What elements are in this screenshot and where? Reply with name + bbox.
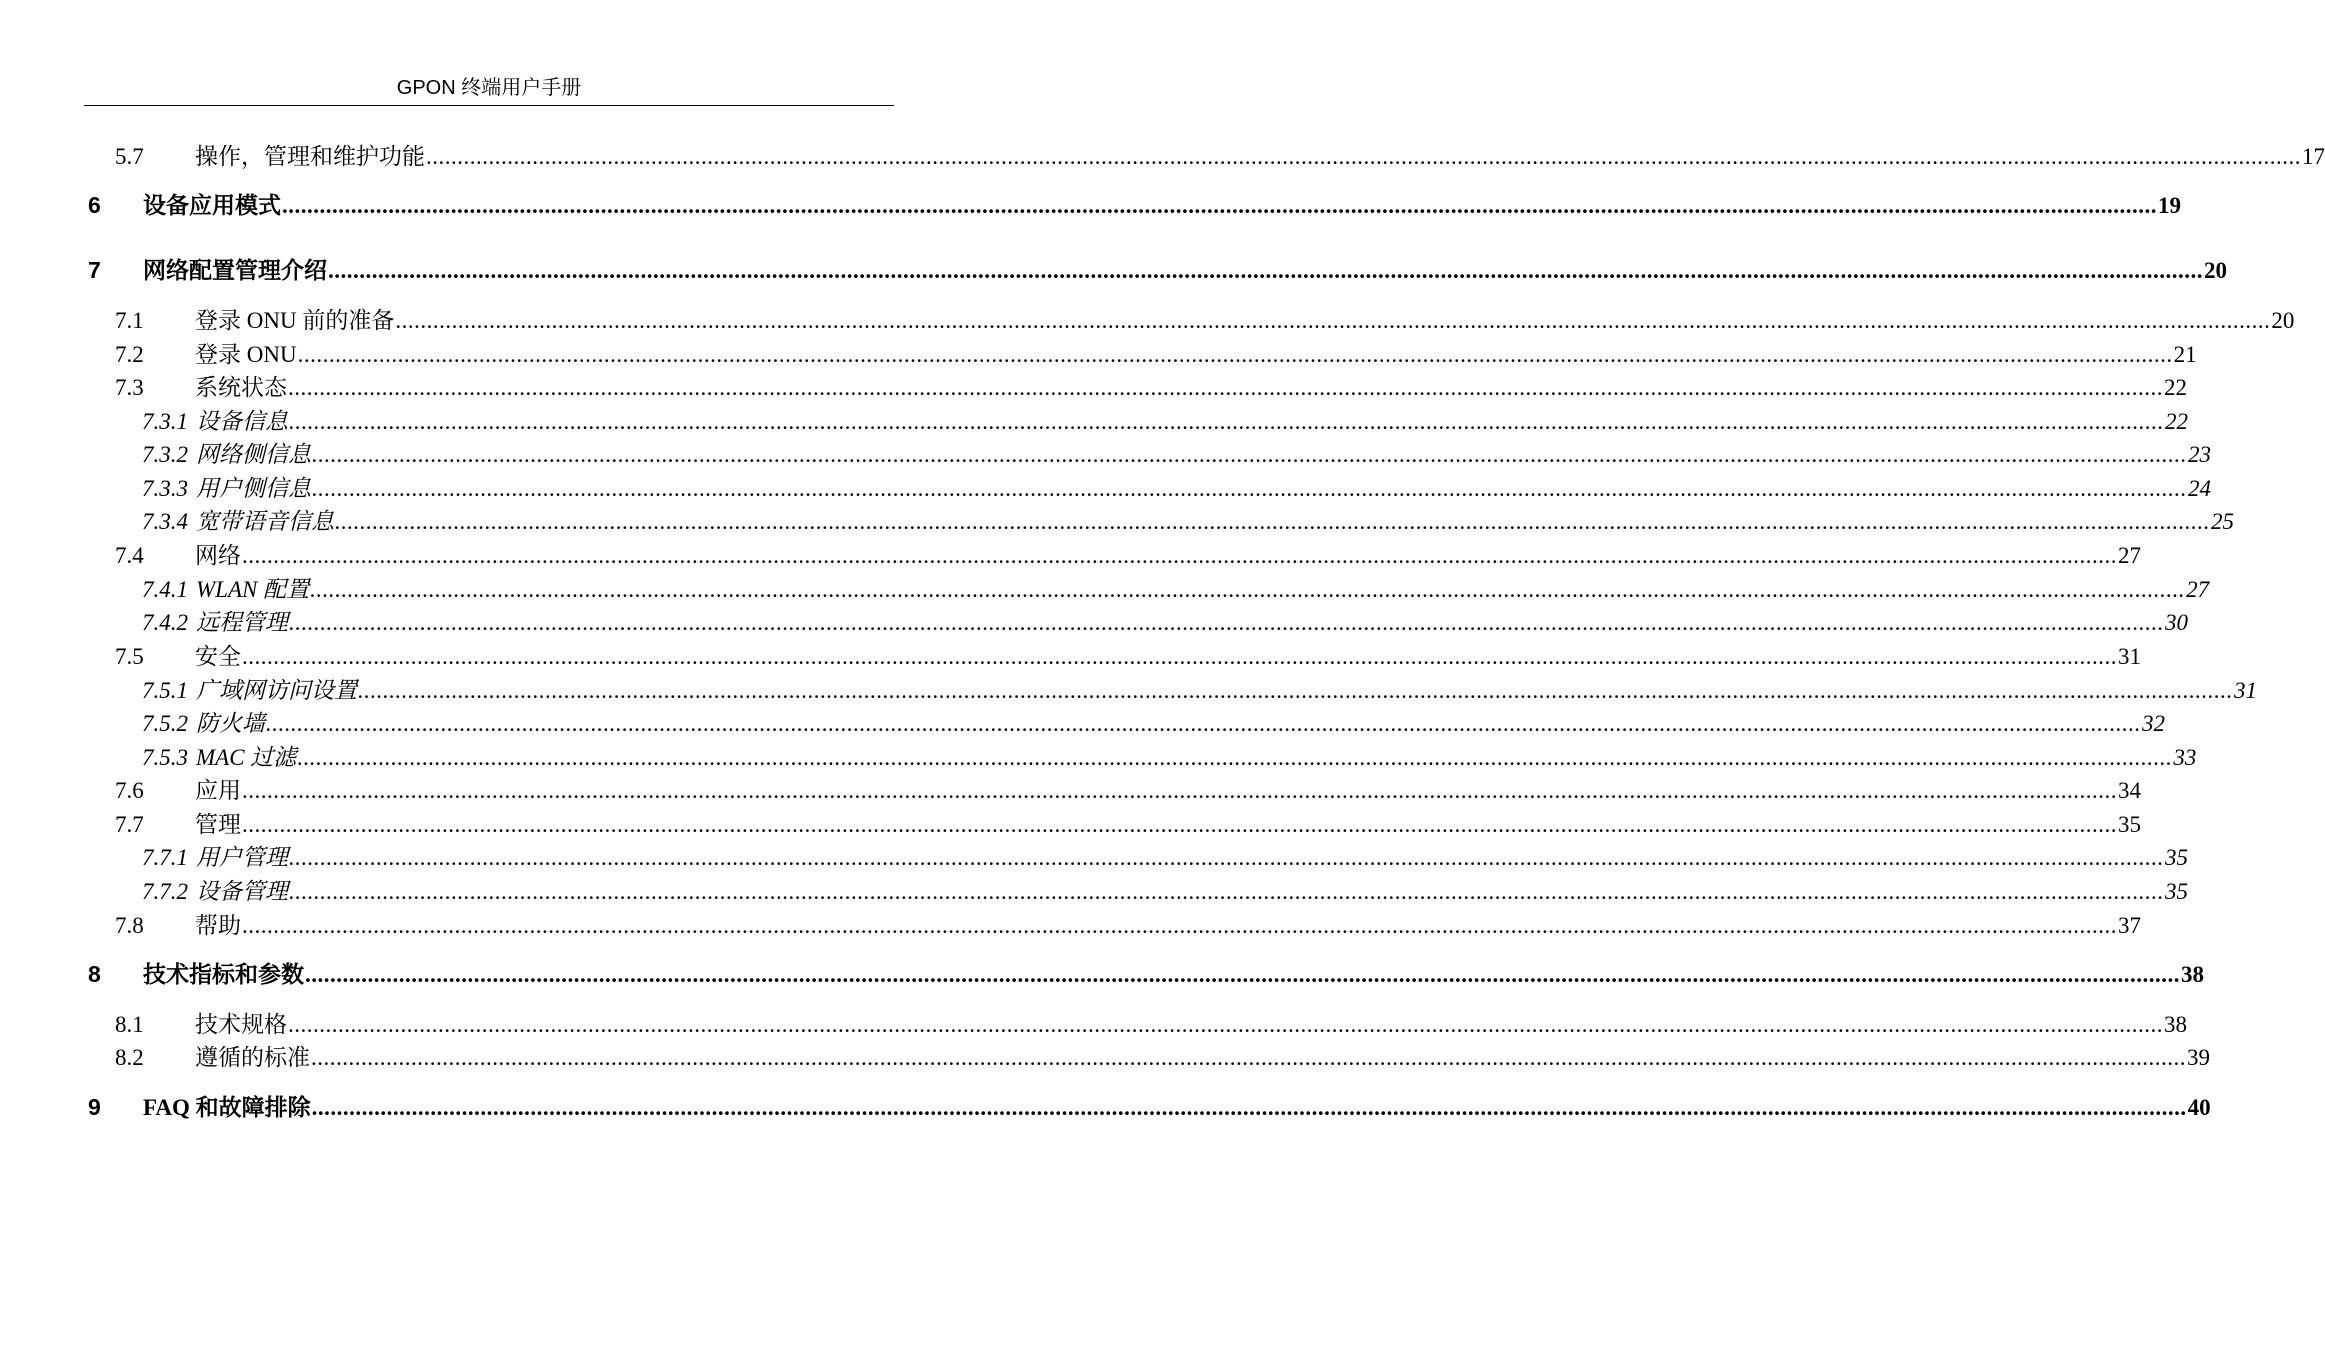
dot-leader: ............................................................................................................................................................................................................................................................................................................ xyxy=(242,644,2117,669)
toc-entry-title: 应用 xyxy=(195,778,241,803)
toc-entry-page: 22 xyxy=(2164,375,2187,400)
dot-leader: ............................................................................................................................................................................................................................................................................................................ xyxy=(242,913,2117,938)
dot-leader: ............................................................................................................................................................................................................................................................................................................ xyxy=(426,144,2301,169)
toc-entry-title: 网络侧信息 xyxy=(196,442,311,467)
toc-entry[interactable] xyxy=(115,138,2325,171)
toc-entry-title: 登录 ONU xyxy=(195,342,297,367)
toc-entry-page: 21 xyxy=(2173,342,2197,367)
toc-entry-number: 7.5 xyxy=(115,644,144,669)
dot-leader: ............................................................................................................................................................................................................................................................................................................ xyxy=(242,778,2117,803)
toc-entry[interactable] xyxy=(88,187,2181,220)
toc-entry-number: 7.7 xyxy=(115,812,144,837)
dot-leader: ............................................................................................................................................................................................................................................................................................................ xyxy=(311,1095,2187,1120)
dot-leader: ............................................................................................................................................................................................................................................................................................................ xyxy=(289,610,2164,635)
toc-entry-number: 7.5.2 xyxy=(142,711,188,736)
toc-entry-page: 17 xyxy=(2302,144,2325,169)
toc-entry[interactable] xyxy=(142,604,2188,637)
toc-entry[interactable] xyxy=(142,672,2257,705)
toc-entry-title: FAQ 和故障排除 xyxy=(143,1095,311,1120)
toc-entry[interactable] xyxy=(142,571,2210,604)
toc-entry-title: 设备信息 xyxy=(196,409,288,434)
dot-leader: ............................................................................................................................................................................................................................................................................................................ xyxy=(328,258,2203,283)
toc-entry[interactable] xyxy=(115,638,2141,671)
toc-entry[interactable] xyxy=(115,537,2141,570)
toc-entry[interactable] xyxy=(142,873,2188,906)
toc-entry-title: 系统状态 xyxy=(195,375,287,400)
toc-entry-page: 27 xyxy=(2186,577,2210,602)
toc-entry-title: 技术指标和参数 xyxy=(143,962,304,987)
toc-entry-title: 广域网访问设置 xyxy=(196,678,357,703)
dot-leader: ............................................................................................................................................................................................................................................................................................................ xyxy=(297,745,2173,770)
toc-entry-number: 7.7.1 xyxy=(142,845,188,870)
toc-entry-page: 35 xyxy=(2118,812,2141,837)
dot-leader: ............................................................................................................................................................................................................................................................................................................ xyxy=(288,1012,2163,1037)
dot-leader: ............................................................................................................................................................................................................................................................................................................ xyxy=(242,543,2117,568)
toc-entry-number: 5.7 xyxy=(115,144,144,169)
toc-entry-number: 8.1 xyxy=(115,1012,144,1037)
toc-entry-number: 8.2 xyxy=(115,1045,144,1070)
toc-entry-title: 登录 ONU 前的准备 xyxy=(195,308,395,333)
toc-entry[interactable] xyxy=(115,806,2141,839)
toc-entry[interactable] xyxy=(142,470,2211,503)
dot-leader: ............................................................................................................................................................................................................................................................................................................ xyxy=(282,193,2157,218)
toc-entry-title: 网络配置管理介绍 xyxy=(143,258,327,283)
toc-entry[interactable] xyxy=(142,403,2188,436)
toc-entry[interactable] xyxy=(142,739,2197,772)
toc-entry[interactable] xyxy=(142,705,2165,738)
toc-entry-page: 34 xyxy=(2118,778,2141,803)
toc-entry[interactable] xyxy=(115,772,2141,805)
toc-entry-number: 7.7.2 xyxy=(142,879,188,904)
toc-entry-page: 30 xyxy=(2165,610,2188,635)
dot-leader: ............................................................................................................................................................................................................................................................................................................ xyxy=(297,342,2173,367)
page-header: GPON 终端用户手册 xyxy=(84,74,894,106)
toc-entry-page: 32 xyxy=(2142,711,2165,736)
toc-entry[interactable] xyxy=(115,336,2197,369)
toc-entry-title: 管理 xyxy=(195,812,241,837)
toc-entry[interactable] xyxy=(115,907,2141,940)
toc-entry-title: 安全 xyxy=(195,644,241,669)
toc-entry-number: 8 xyxy=(88,961,101,987)
dot-leader: ............................................................................................................................................................................................................................................................................................................ xyxy=(266,711,2141,736)
dot-leader: ............................................................................................................................................................................................................................................................................................................ xyxy=(288,375,2163,400)
dot-leader: ............................................................................................................................................................................................................................................................................................................ xyxy=(358,678,2233,703)
toc-entry-number: 7.5.3 xyxy=(142,745,188,770)
dot-leader: ............................................................................................................................................................................................................................................................................................................ xyxy=(310,577,2186,602)
toc-entry[interactable] xyxy=(88,1089,2211,1122)
toc-entry-title: 遵循的标准 xyxy=(195,1045,310,1070)
toc-entry[interactable] xyxy=(88,956,2204,989)
toc-entry-page: 35 xyxy=(2165,845,2188,870)
dot-leader: ............................................................................................................................................................................................................................................................................................................ xyxy=(395,308,2271,333)
toc-entry-number: 7.3.1 xyxy=(142,409,188,434)
toc-entry-number: 7.2 xyxy=(115,342,144,367)
toc-entry-page: 22 xyxy=(2165,409,2188,434)
toc-entry-page: 20 xyxy=(2271,308,2295,333)
toc-entry-page: 38 xyxy=(2164,1012,2187,1037)
toc-entry[interactable] xyxy=(88,252,2227,285)
toc-entry-number: 9 xyxy=(88,1094,101,1120)
toc-entry-page: 40 xyxy=(2187,1095,2211,1120)
toc-entry-title: 网络 xyxy=(195,543,241,568)
toc-entry[interactable] xyxy=(115,369,2187,402)
dot-leader: ............................................................................................................................................................................................................................................................................................................ xyxy=(305,962,2180,987)
toc-entry-page: 33 xyxy=(2173,745,2197,770)
toc-entry-number: 7.3 xyxy=(115,375,144,400)
toc-entry-number: 7.8 xyxy=(115,913,144,938)
toc-entry-page: 38 xyxy=(2181,962,2204,987)
dot-leader: ............................................................................................................................................................................................................................................................................................................ xyxy=(289,409,2164,434)
toc-entry[interactable] xyxy=(142,436,2211,469)
toc-entry-title: 防火墙 xyxy=(196,711,265,736)
toc-entry-page: 35 xyxy=(2165,879,2188,904)
toc-entry-page: 25 xyxy=(2211,509,2234,534)
toc-entry[interactable] xyxy=(142,839,2188,872)
toc-entry-page: 19 xyxy=(2158,193,2181,218)
toc-entry-page: 27 xyxy=(2118,543,2141,568)
toc-entry-page: 37 xyxy=(2118,913,2141,938)
toc-entry-number: 7.3.3 xyxy=(142,476,188,501)
toc-entry-number: 7.3.2 xyxy=(142,442,188,467)
toc-entry-number: 7 xyxy=(88,257,101,283)
toc-entry-title: 远程管理 xyxy=(196,610,288,635)
toc-entry[interactable] xyxy=(115,1039,2210,1072)
toc-entry-title: 帮助 xyxy=(195,913,241,938)
toc-entry-page: 23 xyxy=(2188,442,2211,467)
toc-entry-title: 用户侧信息 xyxy=(196,476,311,501)
dot-leader: ............................................................................................................................................................................................................................................................................................................ xyxy=(312,476,2187,501)
dot-leader: ............................................................................................................................................................................................................................................................................................................ xyxy=(242,812,2117,837)
toc-entry-title: 宽带语音信息 xyxy=(196,509,334,534)
toc-entry-page: 24 xyxy=(2188,476,2211,501)
toc-entry-title: 设备管理 xyxy=(196,879,288,904)
toc-entry-number: 7.6 xyxy=(115,778,144,803)
toc-entry-title: 操作，管理和维护功能 xyxy=(195,144,425,169)
toc-entry-number: 7.3.4 xyxy=(142,509,188,534)
dot-leader: ............................................................................................................................................................................................................................................................................................................ xyxy=(311,1045,2186,1070)
toc-entry-number: 7.4 xyxy=(115,543,144,568)
toc-entry-title: 设备应用模式 xyxy=(143,193,281,218)
toc-entry-number: 6 xyxy=(88,192,101,218)
toc-entry[interactable] xyxy=(142,503,2234,536)
toc-entry-title: 用户管理 xyxy=(196,845,288,870)
toc-entry[interactable] xyxy=(115,1006,2187,1039)
toc-entry-page: 31 xyxy=(2234,678,2257,703)
toc-entry-title: 技术规格 xyxy=(195,1012,287,1037)
dot-leader: ............................................................................................................................................................................................................................................................................................................ xyxy=(289,879,2164,904)
toc-entry-number: 7.1 xyxy=(115,308,144,333)
dot-leader: ............................................................................................................................................................................................................................................................................................................ xyxy=(312,442,2187,467)
toc-entry-number: 7.5.1 xyxy=(142,678,188,703)
toc-entry-number: 7.4.2 xyxy=(142,610,188,635)
dot-leader: ............................................................................................................................................................................................................................................................................................................ xyxy=(335,509,2210,534)
toc-entry-title: MAC 过滤 xyxy=(196,745,297,770)
toc-entry-page: 31 xyxy=(2118,644,2141,669)
toc-entry-page: 20 xyxy=(2204,258,2227,283)
toc-entry-page: 39 xyxy=(2187,1045,2210,1070)
toc-entry-title: WLAN 配置 xyxy=(196,577,310,602)
toc-entry-number: 7.4.1 xyxy=(142,577,188,602)
dot-leader: ............................................................................................................................................................................................................................................................................................................ xyxy=(289,845,2164,870)
toc-entry[interactable] xyxy=(115,302,2295,335)
